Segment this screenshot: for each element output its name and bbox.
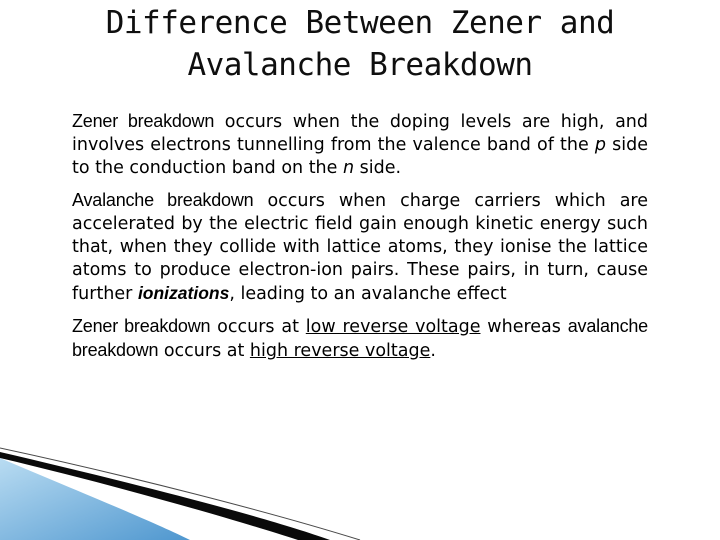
underlined-high-reverse-voltage: high reverse voltage [249,341,431,361]
paragraph-comparison [72,315,648,363]
term-avalanche-breakdown: Avalanche breakdown [72,190,254,210]
slide-title [60,2,660,86]
term-zener-breakdown: Zener breakdown [72,111,215,131]
title-line-2: Avalanche Breakdown [187,47,533,83]
title-line-1: Difference Between Zener and [105,5,615,41]
slide-body [72,110,648,372]
paragraph-text: occurs when charge carriers which are accelerated by the electric field gain enough kinetic energy such that, when they collide with lattice atoms, they ionise the lattice atoms to produce electron-ion pairs. These pairs, in turn, cause further [72,191,648,304]
underlined-low-reverse-voltage: low reverse voltage [305,317,481,337]
paragraph-text: occurs at [158,341,250,361]
paragraph-text: . [430,341,436,361]
paragraph-text: occurs at [210,317,306,337]
paragraph-text: side. [354,158,402,178]
term-avalanche-breakdown: avalanche breakdown [72,316,648,360]
paragraph-avalanche [72,189,648,306]
p-side-letter: p [594,135,606,155]
emphasis-ionizations: ionizations [137,283,230,303]
paragraph-zener [72,110,648,180]
paragraph-text: occurs when the doping levels are high, and involves electrons tunnelling from the valence band of the [72,112,648,155]
paragraph-text: , leading to an avalanche effect [229,284,507,304]
term-zener-breakdown: Zener breakdown [72,316,211,336]
paragraph-text: side to the conduction band on the [72,135,648,178]
paragraph-text: whereas [480,317,568,337]
n-side-letter: n [342,158,355,178]
